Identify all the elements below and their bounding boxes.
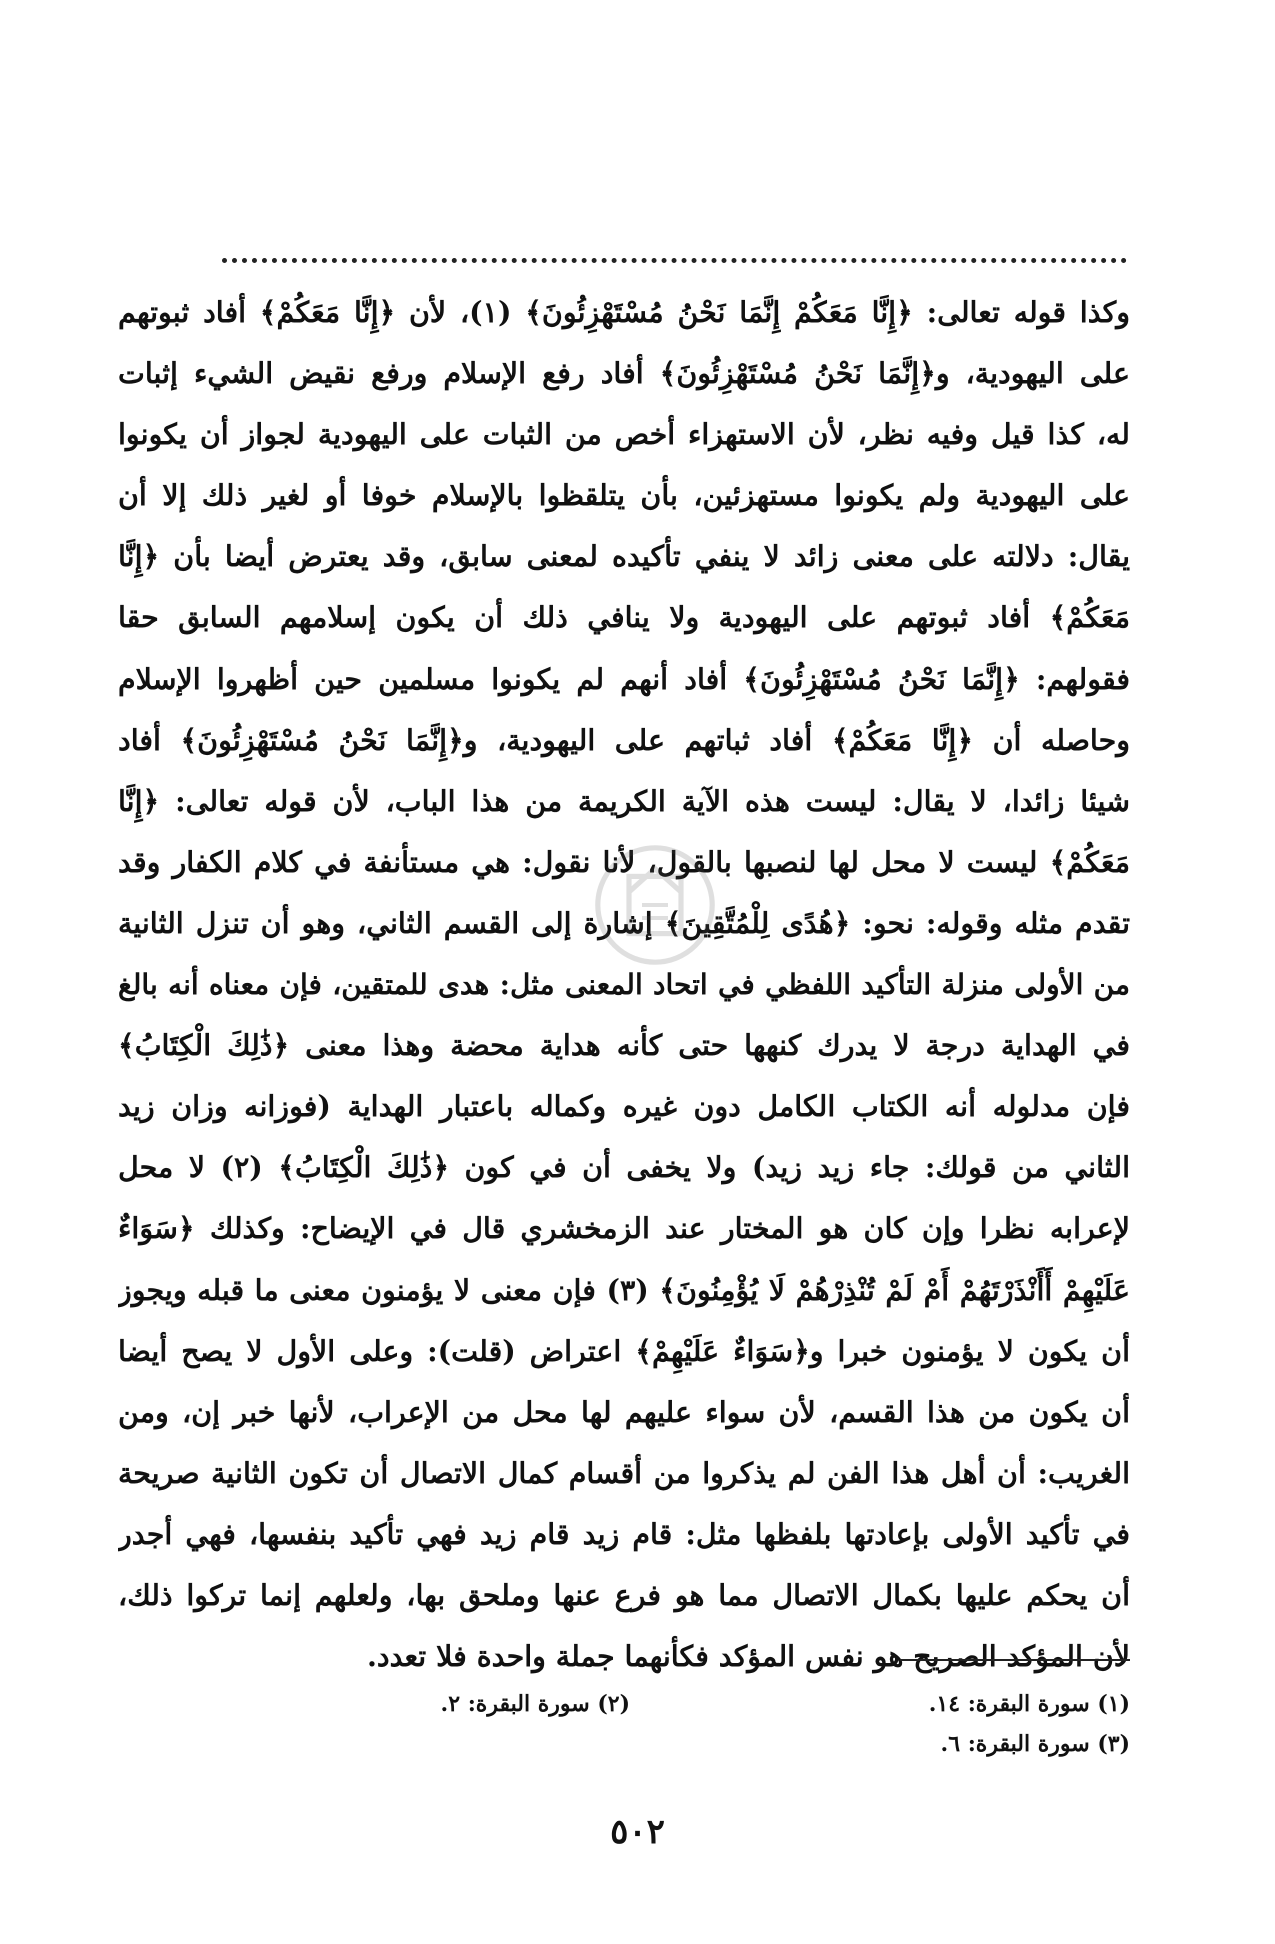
- text-line: شيئا زائدا، لا يقال: ليست هذه الآية الكريمة من هذا الباب، لأن قوله تعالى: ﴿إِنَّا: [118, 783, 1130, 818]
- text-line: أن يحكم عليها بكمال الاتصال مما هو فرع عنها وملحق بها، ولعلهم إنما تركوا ذلك،: [118, 1577, 1130, 1612]
- body-text: [118, 282, 1130, 1687]
- footnote-separator: [900, 1659, 1130, 1661]
- text-line: في الهداية درجة لا يدرك كنهها حتى كأنه هداية محضة وهذا معنى ﴿ذَٰلِكَ الْكِتَابُ﴾: [118, 1028, 1130, 1063]
- text-line: الغريب: أن أهل هذا الفن لم يذكروا من أقسام كمال الاتصال أن تكون الثانية صريحة: [118, 1455, 1130, 1490]
- footnote-2: (٢) سورة البقرة: ٢.: [440, 1691, 630, 1717]
- page-number: ٥٠٢: [610, 1812, 665, 1852]
- text-line: من الأولى منزلة التأكيد اللفظي في اتحاد المعنى مثل: هدى للمتقين، فإن معناه أنه بالغ: [118, 968, 1130, 1002]
- text-line: فإن مدلوله أنه الكتاب الكامل دون غيره وكماله باعتبار الهداية (فوزانه وزان زيد: [118, 1089, 1130, 1124]
- text-line: على اليهودية ولم يكونوا مستهزئين، بأن يتلقظوا بالإسلام خوفا أو لغير ذلك إلا أن: [118, 478, 1130, 513]
- text-line: الثاني من قولك: جاء زيد زيد) ولا يخفى أن في كون ﴿ذَٰلِكَ الْكِتَابُ﴾ (٢) لا محل: [118, 1150, 1130, 1185]
- text-line: مَعَكُمْ﴾ ليست لا محل لها لنصبها بالقول، لأنا نقول: هي مستأنفة في كلام الكفار وقد: [118, 844, 1130, 879]
- text-line: أن يكون لا يؤمنون خبرا و﴿سَوَاءٌ عَلَيْهِمْ﴾ اعتراض (قلت): وعلى الأول لا يصح أيضا: [118, 1333, 1130, 1368]
- text-line: لإعرابه نظرا وإن كان هو المختار عند الزمخشري قال في الإيضاح: وكذلك ﴿سَوَاءٌ: [118, 1211, 1130, 1246]
- text-line: أن يكون من هذا القسم، لأن سواء عليهم لها محل من الإعراب، لأنها خبر إن، ومن: [118, 1394, 1130, 1429]
- text-line: تقدم مثله وقوله: نحو: ﴿هُدًى لِلْمُتَّقِينَ﴾ إشارة إلى القسم الثاني، وهو أن تنزل الثانية: [118, 905, 1130, 940]
- library-stamp-watermark: [590, 840, 720, 970]
- text-line: في تأكيد الأولى بإعادتها بلفظها مثل: قام زيد قام زيد فهي تأكيد بنفسها، فهي أجدر: [118, 1516, 1130, 1551]
- text-line: مَعَكُمْ﴾ أفاد ثبوتهم على اليهودية ولا ينافي ذلك أن يكون إسلامهم السابق حقا: [118, 600, 1130, 635]
- footnote-3: (٣) سورة البقرة: ٦.: [940, 1731, 1130, 1757]
- text-line: على اليهودية، و﴿إِنَّمَا نَحْنُ مُسْتَهْزِئُونَ﴾ أفاد رفع الإسلام ورفع نقيض الشيء إثبات: [118, 356, 1130, 391]
- text-line: لأن المؤكد الصريح هو نفس المؤكد فكأنهما جملة واحدة فلا تعدد.: [366, 1639, 1130, 1674]
- footnote-row: [118, 1684, 1130, 1724]
- header-dotted-rule: [222, 258, 1127, 263]
- footnote-row: [118, 1724, 1130, 1764]
- text-line: له، كذا قيل وفيه نظر، لأن الاستهزاء أخص من الثبات على اليهودية لجواز أن يكونوا: [118, 417, 1130, 452]
- text-line: وحاصله أن ﴿إِنَّا مَعَكُمْ﴾ أفاد ثباتهم على اليهودية، و﴿إِنَّمَا نَحْنُ مُسْتَهْزِئُونَ﴾ أفاد: [118, 722, 1130, 757]
- footnotes: [118, 1684, 1130, 1764]
- text-line: فقولهم: ﴿إِنَّمَا نَحْنُ مُسْتَهْزِئُونَ﴾ أفاد أنهم لم يكونوا مسلمين حين أظهروا الإسلام: [118, 661, 1130, 696]
- footnote-1: (١) سورة البقرة: ١٤.: [928, 1691, 1130, 1717]
- text-line: يقال: دلالته على معنى زائد لا ينفي تأكيده لمعنى سابق، وقد يعترض أيضا بأن ﴿إِنَّا: [118, 539, 1130, 574]
- text-line: عَلَيْهِمْ أَأَنْذَرْتَهُمْ أَمْ لَمْ تُنْذِرْهُمْ لَا يُؤْمِنُونَ﴾ (٣) فإن معنى لا يؤمنون معنى ما قبله ويجوز: [118, 1272, 1130, 1307]
- text-line: وكذا قوله تعالى: ﴿إِنَّا مَعَكُمْ إِنَّمَا نَحْنُ مُسْتَهْزِئُونَ﴾ (١)، لأن ﴿إِنَّا مَعَكُمْ﴾ أفاد ثبوتهم: [118, 295, 1130, 329]
